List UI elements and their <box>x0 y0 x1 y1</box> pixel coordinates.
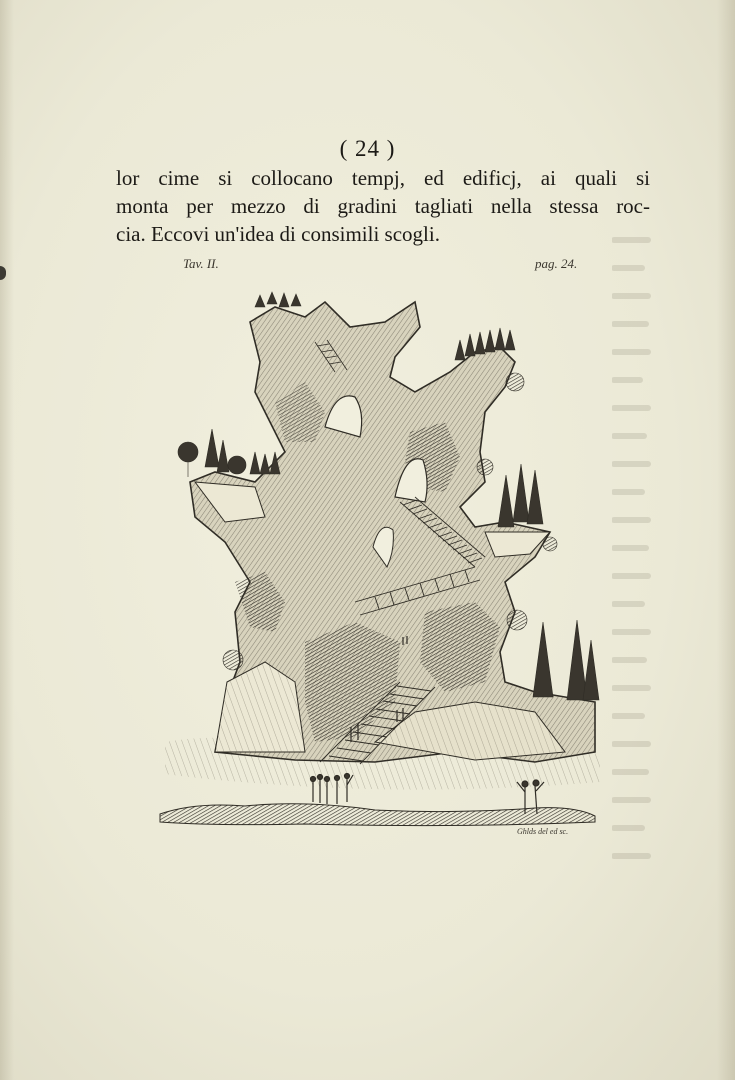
engraver-signature: Ghlds del ed sc. <box>517 827 569 836</box>
engraving-rock-stairs <box>155 282 605 837</box>
page-gutter-shadow <box>0 0 14 1080</box>
text-line-1: lor cime si collocano tempj, ed edificj, ai quali si <box>116 166 650 190</box>
plate-label-left: Tav. II. <box>183 256 219 271</box>
page-edge-shadow <box>717 0 735 1080</box>
text-line-3: cia. Eccovi un'idea di consimili scogli. <box>116 222 440 246</box>
text-line-2: monta per mezzo di gradini tagliati nella stessa roc- <box>116 194 650 218</box>
plate-label-right: pag. 24. <box>535 256 578 271</box>
show-through-text <box>612 230 652 870</box>
body-text <box>116 164 650 248</box>
page-number: ( 24 ) <box>339 136 396 161</box>
